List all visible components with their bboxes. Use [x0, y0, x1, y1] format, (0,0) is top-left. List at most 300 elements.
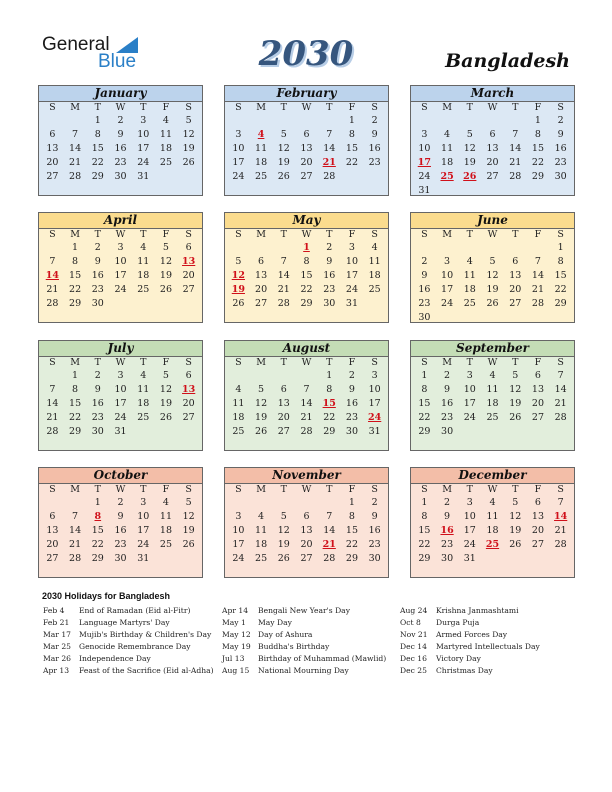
day-number: 2: [117, 497, 124, 508]
month-name: November: [225, 468, 388, 484]
day-number: 17: [463, 525, 476, 536]
empty-day: [155, 170, 178, 184]
empty-day: [504, 311, 527, 325]
week-row: [411, 156, 574, 170]
day-number: 5: [512, 497, 519, 508]
weekday-label: F: [534, 484, 542, 495]
holiday-date: 12: [231, 270, 245, 281]
empty-day: [458, 425, 481, 439]
day-number: 11: [463, 270, 476, 281]
day-number: 5: [162, 242, 169, 253]
day-number: 9: [117, 511, 124, 522]
weekday-label: W: [301, 229, 312, 240]
week-row: [225, 170, 388, 184]
empty-day: [132, 425, 155, 439]
month-name: September: [411, 341, 574, 357]
empty-day: [481, 114, 504, 128]
day-number: 20: [182, 398, 195, 409]
holiday-entry: [400, 617, 540, 629]
day-number: 16: [345, 398, 358, 409]
holiday-name: Bengali New Year's Day: [258, 606, 350, 615]
empty-day: [109, 297, 132, 311]
weekday-label: F: [348, 484, 356, 495]
day-number: 25: [255, 553, 268, 564]
day-number: 8: [534, 129, 541, 140]
day-number: 9: [348, 384, 355, 395]
day-number: 4: [489, 370, 496, 381]
day-number: 14: [277, 270, 290, 281]
week-row: [225, 369, 388, 383]
day-number: 27: [531, 412, 544, 423]
day-number: 10: [232, 143, 245, 154]
day-number: 23: [91, 412, 104, 423]
empty-day: [363, 297, 386, 311]
day-number: 26: [159, 284, 172, 295]
empty-day: [41, 114, 64, 128]
holiday-date: 21: [322, 157, 336, 168]
empty-day: [250, 496, 273, 510]
day-number: 9: [557, 129, 564, 140]
day-number: 13: [46, 525, 59, 536]
holiday-entry: [222, 653, 386, 665]
day-number: 15: [418, 398, 431, 409]
day-number: 20: [182, 270, 195, 281]
day-number: 25: [368, 284, 381, 295]
day-number: 26: [182, 157, 195, 168]
holiday-date-label: Dec 14: [400, 642, 427, 651]
weekday-label: T: [140, 102, 147, 113]
weekday-label: S: [185, 484, 192, 495]
empty-day: [549, 552, 572, 566]
holiday-name: Feast of the Sacrifice (Eid al-Adha): [79, 666, 214, 675]
empty-day: [272, 241, 295, 255]
day-number: 25: [137, 412, 150, 423]
day-number: 29: [531, 171, 544, 182]
day-number: 8: [303, 256, 310, 267]
day-number: 17: [441, 284, 454, 295]
empty-day: [504, 114, 527, 128]
day-number: 1: [326, 370, 333, 381]
day-number: 23: [441, 539, 454, 550]
weekday-label: T: [280, 357, 287, 368]
day-number: 3: [117, 370, 124, 381]
empty-day: [436, 184, 459, 198]
holidays-title: 2030 Holidays for Bangladesh: [42, 591, 171, 601]
holiday-name: Day of Ashura: [258, 630, 313, 639]
day-number: 27: [182, 412, 195, 423]
day-number: 13: [46, 143, 59, 154]
day-number: 26: [255, 426, 268, 437]
day-number: 19: [159, 270, 172, 281]
empty-day: [436, 114, 459, 128]
day-number: 13: [300, 525, 313, 536]
day-number: 12: [509, 384, 522, 395]
holiday-name: Genocide Remembrance Day: [79, 642, 191, 651]
day-number: 13: [300, 143, 313, 154]
week-row: [411, 283, 574, 297]
week-row: [411, 297, 574, 311]
holiday-date-label: Apr 14: [222, 606, 249, 615]
day-number: 24: [463, 412, 476, 423]
weekday-label: T: [280, 484, 287, 495]
day-number: 20: [486, 157, 499, 168]
day-number: 4: [140, 370, 147, 381]
weekday-label: F: [348, 229, 356, 240]
day-number: 7: [557, 370, 564, 381]
day-number: 1: [72, 242, 79, 253]
day-number: 8: [421, 384, 428, 395]
holiday-entry: [43, 653, 214, 665]
holiday-date: 26: [463, 171, 477, 182]
day-number: 18: [159, 525, 172, 536]
day-number: 4: [235, 384, 242, 395]
month-name: June: [411, 213, 574, 229]
day-number: 31: [368, 426, 381, 437]
day-number: 30: [345, 426, 358, 437]
empty-day: [549, 311, 572, 325]
weekday-label: T: [94, 102, 101, 113]
weekday-label: W: [301, 357, 312, 368]
week-row: [225, 269, 388, 283]
month-name: February: [225, 86, 388, 102]
day-number: 14: [554, 384, 567, 395]
day-number: 18: [463, 284, 476, 295]
day-number: 3: [444, 256, 451, 267]
day-number: 2: [444, 370, 451, 381]
day-number: 13: [255, 270, 268, 281]
week-row: [39, 538, 202, 552]
weekday-label: T: [94, 229, 101, 240]
day-number: 29: [345, 553, 358, 564]
day-number: 6: [534, 370, 541, 381]
week-row: [225, 283, 388, 297]
holiday-name: Language Martyrs' Day: [79, 618, 170, 627]
empty-day: [155, 552, 178, 566]
month-january: [38, 85, 203, 196]
holiday-date: 13: [182, 384, 196, 395]
day-number: 27: [46, 171, 59, 182]
week-row: [411, 369, 574, 383]
holiday-date: 24: [368, 412, 382, 423]
weekday-label: S: [557, 102, 564, 113]
day-number: 12: [509, 511, 522, 522]
day-number: 2: [421, 256, 428, 267]
month-name: October: [39, 468, 202, 484]
day-number: 7: [49, 384, 56, 395]
empty-day: [155, 425, 178, 439]
day-number: 21: [509, 157, 522, 168]
day-number: 18: [232, 412, 245, 423]
day-number: 23: [345, 412, 358, 423]
day-number: 19: [277, 157, 290, 168]
day-number: 11: [232, 398, 245, 409]
week-row: [411, 524, 574, 538]
day-number: 28: [509, 171, 522, 182]
day-number: 18: [159, 143, 172, 154]
weekday-label: S: [371, 102, 378, 113]
day-number: 20: [46, 157, 59, 168]
day-number: 1: [94, 497, 101, 508]
day-number: 20: [46, 539, 59, 550]
day-number: 22: [554, 284, 567, 295]
weekday-label: S: [235, 484, 242, 495]
day-number: 28: [300, 426, 313, 437]
holiday-date-label: Dec 25: [400, 666, 427, 675]
holiday-date-label: Feb 21: [43, 618, 70, 627]
empty-day: [527, 184, 550, 198]
day-number: 23: [114, 157, 127, 168]
holiday-name: Mujib's Birthday & Children's Day: [79, 630, 212, 639]
week-row: [39, 269, 202, 283]
day-number: 17: [137, 143, 150, 154]
week-row: [225, 241, 388, 255]
day-number: 21: [46, 412, 59, 423]
day-number: 30: [114, 553, 127, 564]
day-number: 10: [137, 511, 150, 522]
day-number: 31: [137, 171, 150, 182]
day-number: 23: [114, 539, 127, 550]
empty-day: [177, 170, 200, 184]
day-number: 18: [368, 270, 381, 281]
day-number: 29: [69, 426, 82, 437]
day-number: 8: [72, 384, 79, 395]
month-june: [410, 212, 575, 323]
weekday-header: [411, 484, 574, 496]
holiday-date: 25: [485, 539, 500, 550]
empty-day: [458, 311, 481, 325]
holiday-entry: [43, 629, 214, 641]
week-row: [225, 383, 388, 397]
empty-day: [272, 496, 295, 510]
day-number: 12: [277, 143, 290, 154]
day-number: 3: [348, 242, 355, 253]
day-number: 1: [557, 242, 564, 253]
weekday-label: T: [466, 484, 473, 495]
weekday-label: S: [185, 229, 192, 240]
weekday-header: [39, 229, 202, 241]
day-number: 11: [255, 525, 268, 536]
day-number: 10: [463, 384, 476, 395]
month-april: [38, 212, 203, 323]
week-row: [225, 524, 388, 538]
week-row: [39, 552, 202, 566]
day-number: 15: [345, 143, 358, 154]
month-name: December: [411, 468, 574, 484]
day-number: 27: [509, 298, 522, 309]
week-row: [225, 297, 388, 311]
empty-day: [227, 496, 250, 510]
day-number: 28: [323, 553, 336, 564]
holiday-date: 21: [322, 539, 336, 550]
empty-day: [177, 552, 200, 566]
day-number: 23: [368, 539, 381, 550]
day-number: 6: [534, 497, 541, 508]
weekday-label: T: [140, 229, 147, 240]
week-row: [411, 411, 574, 425]
day-number: 11: [486, 511, 499, 522]
day-number: 27: [486, 171, 499, 182]
day-number: 14: [69, 525, 82, 536]
weekday-label: W: [487, 229, 498, 240]
empty-day: [458, 114, 481, 128]
day-number: 27: [277, 426, 290, 437]
day-number: 18: [137, 398, 150, 409]
weekday-label: M: [442, 102, 452, 113]
day-number: 29: [91, 553, 104, 564]
weekday-label: W: [115, 357, 126, 368]
day-number: 9: [371, 511, 378, 522]
day-number: 15: [91, 525, 104, 536]
day-number: 7: [72, 129, 79, 140]
empty-day: [177, 297, 200, 311]
day-number: 23: [323, 284, 336, 295]
day-number: 6: [258, 256, 265, 267]
empty-day: [413, 114, 436, 128]
weekday-label: S: [371, 357, 378, 368]
day-number: 13: [509, 270, 522, 281]
day-number: 12: [159, 384, 172, 395]
weekday-label: F: [162, 229, 170, 240]
day-number: 7: [512, 129, 519, 140]
day-number: 30: [114, 171, 127, 182]
day-number: 31: [463, 553, 476, 564]
holiday-column: [400, 605, 540, 677]
day-number: 30: [418, 312, 431, 323]
day-number: 7: [303, 384, 310, 395]
weekday-label: M: [256, 229, 266, 240]
day-number: 4: [371, 242, 378, 253]
empty-day: [155, 297, 178, 311]
day-number: 30: [323, 298, 336, 309]
empty-day: [318, 496, 341, 510]
day-number: 31: [114, 426, 127, 437]
weekday-label: S: [421, 484, 428, 495]
weekday-label: W: [115, 484, 126, 495]
week-row: [225, 411, 388, 425]
empty-day: [549, 425, 572, 439]
empty-day: [436, 241, 459, 255]
day-number: 28: [46, 426, 59, 437]
holiday-date: 14: [45, 270, 59, 281]
month-october: [38, 467, 203, 578]
week-row: [411, 552, 574, 566]
day-number: 20: [255, 284, 268, 295]
day-number: 29: [554, 298, 567, 309]
empty-day: [504, 184, 527, 198]
day-number: 1: [534, 115, 541, 126]
day-number: 29: [91, 171, 104, 182]
empty-day: [250, 369, 273, 383]
day-number: 16: [368, 143, 381, 154]
empty-day: [227, 369, 250, 383]
day-number: 19: [277, 539, 290, 550]
weekday-label: M: [70, 229, 80, 240]
day-number: 12: [182, 511, 195, 522]
day-number: 26: [486, 298, 499, 309]
day-number: 23: [418, 298, 431, 309]
day-number: 7: [49, 256, 56, 267]
day-number: 8: [348, 511, 355, 522]
day-number: 5: [185, 115, 192, 126]
weekday-header: [411, 229, 574, 241]
weekday-label: W: [487, 357, 498, 368]
day-number: 1: [348, 497, 355, 508]
day-number: 12: [463, 143, 476, 154]
day-number: 1: [94, 115, 101, 126]
day-number: 5: [489, 256, 496, 267]
day-number: 19: [486, 284, 499, 295]
empty-day: [481, 552, 504, 566]
weekday-label: T: [326, 102, 333, 113]
empty-day: [41, 496, 64, 510]
month-march: [410, 85, 575, 196]
week-row: [411, 255, 574, 269]
day-number: 17: [114, 270, 127, 281]
day-number: 5: [512, 370, 519, 381]
weekday-label: T: [466, 357, 473, 368]
week-row: [39, 397, 202, 411]
day-number: 30: [91, 426, 104, 437]
day-number: 3: [235, 129, 242, 140]
week-row: [39, 283, 202, 297]
holiday-name: National Mourning Day: [258, 666, 349, 675]
week-row: [225, 397, 388, 411]
weekday-label: M: [256, 357, 266, 368]
holiday-date: 15: [322, 398, 336, 409]
weekday-label: S: [557, 229, 564, 240]
day-number: 10: [137, 129, 150, 140]
day-number: 18: [255, 539, 268, 550]
week-row: [225, 142, 388, 156]
day-number: 4: [162, 497, 169, 508]
day-number: 2: [94, 242, 101, 253]
month-name: May: [225, 213, 388, 229]
weekday-label: S: [235, 357, 242, 368]
day-number: 25: [232, 426, 245, 437]
empty-day: [41, 369, 64, 383]
week-row: [411, 142, 574, 156]
day-number: 14: [300, 398, 313, 409]
day-number: 9: [117, 129, 124, 140]
weekday-label: T: [466, 229, 473, 240]
day-number: 6: [49, 129, 56, 140]
weekday-label: S: [185, 357, 192, 368]
day-number: 8: [557, 256, 564, 267]
day-number: 9: [371, 129, 378, 140]
empty-day: [132, 297, 155, 311]
day-number: 9: [94, 384, 101, 395]
weekday-label: M: [70, 484, 80, 495]
holiday-date: 4: [257, 129, 265, 140]
day-number: 11: [486, 384, 499, 395]
day-number: 13: [531, 384, 544, 395]
day-number: 28: [69, 171, 82, 182]
day-number: 24: [418, 171, 431, 182]
week-row: [411, 128, 574, 142]
weekday-label: F: [534, 357, 542, 368]
weekday-label: M: [256, 484, 266, 495]
holiday-date-label: Mar 17: [43, 630, 72, 639]
holiday-entry: [222, 617, 386, 629]
day-number: 22: [323, 412, 336, 423]
empty-day: [527, 241, 550, 255]
day-number: 24: [137, 157, 150, 168]
holiday-date-label: Nov 21: [400, 630, 428, 639]
week-row: [225, 128, 388, 142]
holiday-date: 25: [440, 171, 454, 182]
empty-day: [504, 552, 527, 566]
empty-day: [64, 114, 87, 128]
